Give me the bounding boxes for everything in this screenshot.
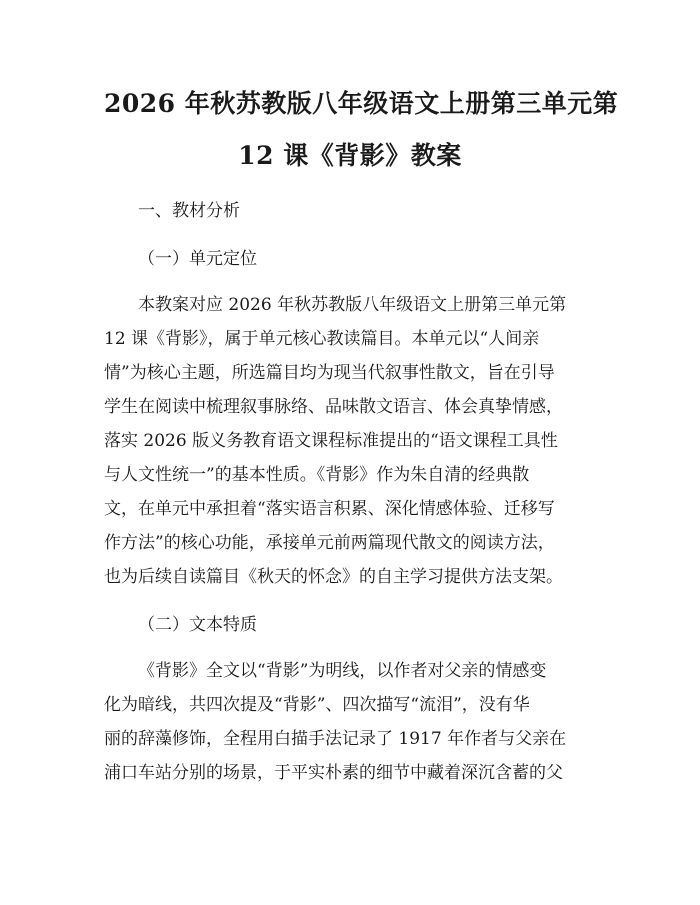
paragraph-line: 文，在单元中承担着“落实语言积累、深化情感体验、迁移写 [104, 499, 555, 519]
subsection-heading-unit-positioning: （一）单元定位 [138, 249, 257, 269]
paragraph-unit-positioning [104, 288, 596, 594]
subsection-heading-text-characteristics: （二）文本特质 [138, 615, 257, 635]
paragraph-line: 浦口车站分别的场景，于平实朴素的细节中藏着深沉含蓄的父 [104, 763, 563, 783]
paragraph-line: 化为暗线，共四次提及“背影”、四次描写“流泪”，没有华 [104, 695, 530, 715]
paragraph-line: 落实 2026 版义务教育语文课程标准提出的“语文课程工具性 [104, 431, 558, 451]
paragraph-line: 作方法”的核心功能，承接单元前两篇现代散文的阅读方法， [104, 533, 555, 553]
paragraph-line: 情”为核心主题，所选篇目均为现当代叙事性散文，旨在引导 [104, 363, 555, 383]
paragraph-line: 学生在阅读中梳理叙事脉络、品味散文语言、体会真挚情感， [104, 397, 563, 417]
title-line-1: 2026 年秋苏教版八年级语文上册第三单元第 [104, 89, 619, 118]
paragraph-line: 丽的辞藻修饰，全程用白描手法记录了 1917 年作者与父亲在 [104, 729, 567, 749]
document-title [104, 78, 619, 182]
paragraph-line: 与人文性统一”的基本性质。《背影》作为朱自清的经典散 [104, 465, 530, 485]
paragraph-line: 12 课《背影》，属于单元核心教读篇目。本单元以“人间亲 [104, 329, 540, 349]
paragraph-line: 《背影》全文以“背影”为明线，以作者对父亲的情感变 [138, 661, 547, 681]
title-line-2: 12 课《背影》教案 [238, 141, 462, 170]
paragraph-line: 也为后续自读篇目《秋天的怀念》的自主学习提供方法支架。 [104, 567, 563, 587]
paragraph-line: 本教案对应 2026 年秋苏教版八年级语文上册第三单元第 [138, 295, 567, 315]
section-heading-teaching-material-analysis: 一、教材分析 [138, 201, 240, 221]
paragraph-text-characteristics [104, 654, 596, 790]
